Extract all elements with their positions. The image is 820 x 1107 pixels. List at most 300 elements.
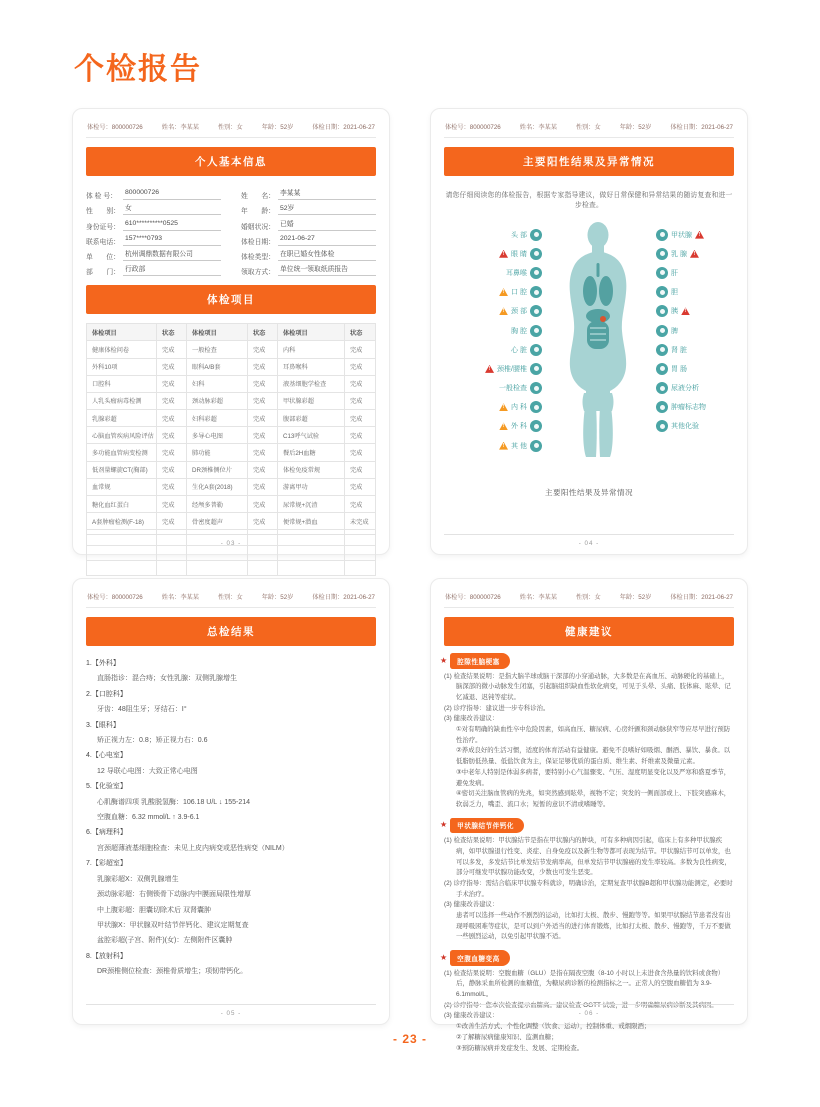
result-line: 盆腔彩超(子宫、附件)(女)：左侧附件区囊肿	[97, 937, 233, 945]
table-row	[87, 444, 375, 461]
item-cell: DR颈椎侧位片	[187, 462, 248, 478]
item-cell: 生化A套(2018)	[187, 479, 248, 495]
spleen-icon	[656, 325, 668, 337]
warning-icon: !	[695, 231, 704, 239]
header-field: 体检日期：2021-06-27	[312, 594, 375, 601]
info-row	[86, 200, 376, 215]
status-cell: 完成	[350, 432, 363, 440]
advice-tag: 甲状腺结节伴钙化	[450, 818, 524, 834]
body-part-label: 尿液分析	[671, 385, 699, 393]
info-value: 610**********0525	[123, 220, 221, 231]
info-label: 身份证号：	[86, 223, 120, 231]
info-label: 年 龄：	[241, 208, 275, 216]
status-cell	[157, 546, 187, 560]
body-part-item	[458, 417, 542, 436]
table-header-row	[87, 324, 375, 341]
advice-line: (2) 诊疗指导：您本次检查提示血糖高。建议检查 OGTT 试验，进一步明确糖尿病诊断及其病因。	[444, 1001, 718, 1009]
header-field: 性别：女	[217, 124, 243, 131]
result-line: 空腹血糖：6.32 mmol/L ↑ 3.9-6.1	[97, 814, 200, 822]
advice-tag-row	[440, 950, 734, 966]
status-cell: 完成	[157, 359, 187, 375]
column-header: 状态	[157, 324, 187, 340]
body-part-item	[656, 283, 748, 302]
status-cell: 完成	[157, 427, 187, 443]
body-part-label: 其 他	[511, 442, 527, 450]
info-label: 部 门：	[86, 269, 120, 277]
result-line: 8.【放射科】	[86, 952, 127, 960]
result-line: 心肌酶谱四项 乳酸脱氢酶：106.18 U/L ↓ 155-214	[97, 798, 251, 806]
warning-icon: !	[681, 307, 690, 315]
body-part-label: 肾 脏	[671, 346, 687, 354]
body-part-item	[458, 225, 542, 244]
body-part-label: 肝	[671, 269, 678, 277]
table-row	[87, 561, 375, 576]
item-cell: 体检免疫常规	[278, 462, 345, 478]
item-cell	[87, 546, 157, 560]
item-cell: 肺功能	[187, 444, 248, 460]
status-cell: 完成	[157, 410, 187, 426]
section-banner: 健康建议	[444, 617, 734, 646]
status-cell: 未完成	[350, 518, 369, 526]
header-field: 年龄：52岁	[619, 124, 652, 131]
body-part-label: 胰	[671, 308, 678, 316]
item-cell: 内科	[278, 341, 345, 357]
item-cell: 健康体检问卷	[87, 341, 157, 357]
body-part-label: 口 腔	[511, 289, 527, 297]
info-value: 女	[123, 202, 221, 215]
info-row	[86, 231, 376, 246]
advice-line: (2) 诊疗指导：需结合临床甲状腺专科就诊，明确诊治，定期复查甲状腺B超和甲状腺功能测定，必要时手术治疗。	[444, 879, 733, 898]
status-cell: 完成	[350, 398, 363, 406]
result-line: 12 导联心电图：大致正常心电图	[97, 767, 198, 775]
status-cell	[157, 561, 187, 575]
column-header: 体检项目	[187, 324, 248, 340]
result-line: 4.【心电室】	[86, 752, 127, 760]
info-row	[86, 246, 376, 261]
warning-icon: !	[499, 442, 508, 450]
body-part-list-left	[458, 225, 542, 455]
table-row	[87, 341, 375, 358]
info-label: 婚姻状况：	[241, 223, 275, 231]
table-row	[87, 376, 375, 393]
item-cell: 液基细胞学检查	[278, 376, 345, 392]
advice-block	[440, 818, 734, 944]
item-cell: 血常规	[87, 479, 157, 495]
body-part-item	[656, 379, 748, 398]
warning-icon: !	[499, 288, 508, 296]
header-field: 姓名：李某某	[161, 594, 199, 601]
info-value: 已婚	[278, 218, 376, 231]
info-cell	[86, 220, 221, 231]
report-page-basic-info	[72, 108, 390, 555]
status-cell: 完成	[350, 484, 363, 492]
table-row	[87, 462, 375, 479]
info-cell	[86, 235, 221, 246]
result-line: 2.【口腔科】	[86, 690, 127, 698]
body-part-label: 其他化验	[671, 423, 699, 431]
body-part-item	[458, 321, 542, 340]
status-cell	[248, 561, 278, 575]
info-label: 姓 名：	[241, 193, 275, 201]
body-diagram	[444, 211, 734, 477]
item-cell: 游离甲功	[278, 479, 345, 495]
info-value: 李某某	[278, 187, 376, 200]
info-label: 体 检 号：	[86, 193, 117, 201]
body-part-item	[458, 436, 542, 455]
info-row	[86, 215, 376, 230]
status-cell: 完成	[248, 513, 278, 529]
section-banner: 体检项目	[86, 285, 376, 314]
info-cell	[86, 189, 221, 200]
abnormal-organ-marker	[600, 316, 606, 322]
section-banner: 主要阳性结果及异常情况	[444, 147, 734, 176]
item-cell: 糖化血红蛋白	[87, 496, 157, 512]
header-field: 年龄：52岁	[619, 594, 652, 601]
column-header: 状态	[350, 329, 363, 337]
info-value: 行政部	[123, 263, 221, 276]
advice-line: ②了解糖尿病健康知识、监测血糖；	[456, 1033, 558, 1041]
body-part-item	[458, 398, 542, 417]
status-cell: 完成	[157, 496, 187, 512]
item-cell: 乳腺彩超	[87, 410, 157, 426]
header-field: 体检号：800000726	[87, 594, 143, 601]
table-row	[87, 359, 375, 376]
advice-section	[440, 653, 734, 1054]
item-cell: 便常规+潜血	[278, 513, 345, 529]
item-cell: 经颅多普勒	[187, 496, 248, 512]
status-cell: 完成	[350, 467, 363, 475]
info-cell	[241, 202, 376, 215]
result-line: 甲状腺X：甲状腺双叶结节伴钙化、建议定期复查	[97, 921, 249, 929]
liver-icon	[656, 267, 668, 279]
warning-icon: !	[499, 307, 508, 315]
body-part-item	[458, 283, 542, 302]
result-line: 5.【化验室】	[86, 783, 127, 791]
status-cell: 完成	[248, 427, 278, 443]
body-part-label: 心 脏	[511, 346, 527, 354]
body-part-item	[458, 263, 542, 282]
status-cell: 完成	[350, 501, 363, 509]
info-value: 2021-06-27	[278, 235, 376, 246]
advice-line: (3) 健康改善建议：	[444, 1012, 499, 1020]
info-value: 单位统一领取纸质报告	[278, 263, 376, 276]
item-cell: A套肿瘤检测(F-18)	[87, 513, 157, 529]
advice-lines	[444, 836, 734, 943]
report-page-positive-results	[430, 108, 748, 555]
header-field: 体检日期：2021-06-27	[670, 124, 733, 131]
info-label: 单 位：	[86, 253, 120, 261]
document-page-number: - 23 -	[392, 1032, 427, 1046]
info-value: 52岁	[278, 202, 376, 215]
info-cell	[241, 187, 376, 200]
body-part-item	[458, 340, 542, 359]
advice-block	[440, 653, 734, 811]
pancreas-icon	[656, 305, 668, 317]
item-cell	[87, 561, 157, 575]
info-label: 体检日期：	[241, 238, 275, 246]
item-cell: 多导心电图	[187, 427, 248, 443]
advice-line: (3) 健康改善建议：	[444, 715, 499, 723]
item-cell: 腹部彩超	[278, 410, 345, 426]
body-part-item	[458, 302, 542, 321]
advice-line: ③预防糖尿病并发症发生、发展、定期检查。	[456, 1044, 584, 1052]
info-cell	[241, 263, 376, 276]
body-part-label: 胃 肠	[671, 365, 687, 373]
status-cell: 完成	[248, 462, 278, 478]
info-label: 领取方式：	[241, 269, 275, 277]
info-value: 800000726	[123, 189, 221, 200]
other-lab-icon	[656, 420, 668, 432]
body-part-label: 肿瘤标志物	[671, 404, 706, 412]
status-cell: 完成	[248, 376, 278, 392]
advice-tag-row	[440, 653, 734, 669]
status-cell: 完成	[157, 341, 187, 357]
result-line: 乳腺彩超X：双侧乳腺增生	[97, 875, 179, 883]
header-field: 性别：女	[575, 594, 601, 601]
advice-tag: 空腹血糖变高	[450, 950, 510, 966]
table-row	[87, 479, 375, 496]
item-cell: 一般检查	[187, 341, 248, 357]
status-cell: 完成	[248, 341, 278, 357]
advice-tag-row	[440, 818, 734, 834]
body-part-item	[458, 359, 542, 378]
result-line: 牙齿：48阻生牙；牙结石：Ⅰ°	[97, 706, 187, 714]
report-page-health-advice	[430, 578, 748, 1052]
overall-results-list	[86, 656, 376, 980]
warning-icon: !	[499, 250, 508, 258]
status-cell: 完成	[248, 393, 278, 409]
advice-line: ①对有明确的缺血性卒中危险因素，如高血压、糖尿病、心房纤颤和颈动脉狭窄等应尽早进行预防性治疗。	[456, 726, 731, 744]
item-cell: 人乳头瘤病毒检测	[87, 393, 157, 409]
item-cell: 颈动脉彩超	[187, 393, 248, 409]
item-cell	[278, 561, 345, 575]
section-banner: 总检结果	[86, 617, 376, 646]
page-footer: - 06 -	[444, 1004, 734, 1017]
report-page-overall-results	[72, 578, 390, 1025]
column-header: 体检项目	[87, 324, 157, 340]
status-cell: 完成	[350, 450, 363, 458]
status-cell: 完成	[350, 381, 363, 389]
body-part-item	[656, 321, 748, 340]
status-cell: 完成	[157, 376, 187, 392]
item-cell: 餐后2H血糖	[278, 444, 345, 460]
status-cell	[345, 561, 375, 575]
item-cell: 甲状腺彩超	[278, 393, 345, 409]
body-part-label: 外 科	[511, 423, 527, 431]
header-field: 体检日期：2021-06-27	[670, 594, 733, 601]
advice-line: (1) 检查结果说明：空腹血糖（GLU）是指在隔夜空腹（8-10 小时以上未进食含热量的饮料或食物）后，静脉采血所检测的血糖值，为糖尿病诊断的检测指标之一。正常人的空腹血糖值为 3.9-6.1mmol/L。	[444, 969, 725, 999]
status-cell: 完成	[157, 444, 187, 460]
status-cell: 完成	[248, 359, 278, 375]
status-cell: 完成	[248, 410, 278, 426]
page-title: 个检报告	[74, 53, 202, 86]
header-field: 体检号：800000726	[445, 124, 501, 131]
page-footer: - 03 -	[86, 534, 376, 547]
body-part-label: 头 部	[511, 231, 527, 239]
advice-line: (1) 检查结果说明：甲状腺结节是指在甲状腺内的肿块，可有多种病因引起，临床上有多种甲状腺疾病，如甲状腺退行性变、炎症、自身免疫以及新生物等都可表现为结节。甲状腺结节可以单发，也可以多发，多发结节比单发结节发病率高，但单发结节甲状腺癌的发生率较高。多数为良性病变，部分可继发甲状腺功能改变，少数也可发生恶变。	[444, 837, 731, 877]
body-part-label: 颈椎/腰椎	[497, 365, 527, 373]
header-field: 姓名：李某某	[161, 124, 199, 131]
body-part-label: 胆	[671, 289, 678, 297]
header-strip	[86, 589, 376, 608]
body-part-item	[458, 244, 542, 263]
result-line: 中上腹彩超：胆囊切除术后 双肾囊肿	[97, 906, 211, 914]
info-cell	[241, 218, 376, 231]
status-cell: 完成	[350, 364, 363, 372]
stomach-intestine-icon	[656, 363, 668, 375]
info-label: 体检类型：	[241, 253, 275, 261]
header-field: 年龄：52岁	[261, 594, 294, 601]
status-cell: 完成	[350, 346, 363, 354]
body-part-item	[656, 244, 748, 263]
info-value: 157****0793	[123, 235, 221, 246]
body-part-item	[656, 302, 748, 321]
item-cell: 多功能血管病变检测	[87, 444, 157, 460]
item-cell: 尿常规+沉渣	[278, 496, 345, 512]
advice-line: ②养成良好的生活习惯，适度的体育活动有益健康。避免不良嗜好如吸烟、酗酒、暴饮、暴食。以低脂肪低热量、低盐饮食为主，保证足够优质的蛋白质、维生素、纤维素及微量元素。	[456, 747, 731, 766]
item-cell: 骨密度超声	[187, 513, 248, 529]
item-cell: C13呼气试验	[278, 427, 345, 443]
table-row	[87, 393, 375, 410]
advice-line: ①改善生活方式、个性化调整（饮食、运动），控制体重、戒烟限酒；	[456, 1023, 651, 1031]
status-cell: 完成	[248, 444, 278, 460]
result-line: 矫正视力左：0.8；矫正视力右：0.6	[97, 737, 208, 745]
item-cell: 低剂量螺旋CT(胸部)	[87, 462, 157, 478]
info-cell	[86, 263, 221, 276]
status-cell	[248, 546, 278, 560]
item-cell: 耳鼻喉科	[278, 359, 345, 375]
status-cell: 完成	[157, 393, 187, 409]
status-cell: 完成	[157, 462, 187, 478]
personal-info-section	[86, 185, 376, 276]
item-cell	[278, 546, 345, 560]
body-part-item	[656, 359, 748, 378]
breast-icon	[656, 248, 668, 260]
kidney-icon	[656, 344, 668, 356]
table-row	[87, 546, 375, 561]
status-cell: 完成	[248, 479, 278, 495]
result-line: 1.【外科】	[86, 660, 120, 667]
item-cell	[187, 561, 248, 575]
body-part-item	[656, 398, 748, 417]
header-field: 姓名：李某某	[519, 124, 557, 131]
item-cell: 妇科彩超	[187, 410, 248, 426]
info-value: 杭州调鼎数据有限公司	[123, 248, 221, 261]
header-field: 性别：女	[217, 594, 243, 601]
info-cell	[86, 248, 221, 261]
body-part-list-right	[656, 225, 748, 436]
body-part-label: 脾	[671, 327, 678, 335]
advice-line: (1) 检查结果说明：是指大脑半球或脑干深部的小穿通动脉，大多数是在高血压、动脉硬化的基础上，脑深部的微小动脉发生闭塞，引起脑组织缺血性软化病变，可见于头晕、头痛、肢体麻、眩晕、记忆减退、迟钝等症状。	[444, 672, 731, 701]
info-cell	[86, 202, 221, 215]
info-row	[86, 185, 376, 200]
star-icon: ★	[440, 655, 448, 665]
result-line: 7.【彩超室】	[86, 860, 127, 868]
page-footer: - 04 -	[444, 534, 734, 547]
header-field: 姓名：李某某	[519, 594, 557, 601]
info-label: 性 别：	[86, 208, 120, 216]
header-field: 体检号：800000726	[445, 594, 501, 601]
diagram-caption: 主要阳性结果及异常情况	[545, 488, 633, 497]
column-header: 状态	[248, 324, 278, 340]
body-part-item	[656, 225, 748, 244]
item-cell	[187, 546, 248, 560]
status-cell	[345, 546, 375, 560]
tumor-marker-icon	[656, 401, 668, 413]
warning-icon: !	[690, 250, 699, 258]
advice-line: (2) 诊疗指导：建议进一步专科诊治。	[444, 704, 550, 712]
info-value: 在职已婚女性体检	[278, 248, 376, 261]
warning-icon: !	[499, 422, 508, 430]
header-field: 体检日期：2021-06-27	[312, 124, 375, 131]
column-header: 体检项目	[278, 324, 345, 340]
info-row	[86, 261, 376, 276]
status-cell: 完成	[157, 479, 187, 495]
status-cell: 完成	[157, 513, 187, 529]
body-part-item	[656, 340, 748, 359]
result-line: 3.【眼科】	[86, 721, 120, 729]
body-part-label: 一般检查	[499, 385, 527, 393]
status-cell: 完成	[350, 415, 363, 423]
status-cell: 完成	[248, 496, 278, 512]
result-line: DR颈椎侧位检查：颈椎骨质增生；项韧带钙化。	[97, 968, 248, 976]
warning-icon: !	[499, 403, 508, 411]
info-cell	[241, 235, 376, 246]
thyroid-icon	[656, 229, 668, 241]
header-strip	[444, 589, 734, 608]
result-line: 6.【病理科】	[86, 829, 127, 837]
header-field: 体检号：800000726	[87, 124, 143, 131]
table-row	[87, 410, 375, 427]
item-cell: 眼科A/B套	[187, 359, 248, 375]
body-part-label: 内 科	[511, 404, 527, 412]
body-part-label: 耳鼻喉	[506, 269, 527, 277]
advice-line: (3) 健康改善建议：	[444, 901, 499, 909]
item-cell: 外科10项	[87, 359, 157, 375]
body-part-label: 甲状腺	[671, 231, 692, 239]
intro-text: 请您仔细阅读您的体检报告，根据专家指导建议，做好日常保健和异常结果的随访复查和进一步检查。	[445, 192, 733, 209]
urine-analysis-icon	[656, 382, 668, 394]
gallbladder-icon	[656, 286, 668, 298]
header-strip	[86, 119, 376, 138]
body-part-label: 乳 腺	[671, 250, 687, 258]
body-part-label: 颈 部	[511, 308, 527, 316]
body-part-label: 眼 睛	[511, 250, 527, 258]
advice-lines	[444, 672, 734, 811]
advice-line: ④密切关注脑血管病的先兆，如突然感到眩晕，视物不定；突发的一侧面部或上、下肢突感麻木，软弱乏力，嘴歪、流口水；短暂的意识不清或嗜睡等。	[456, 790, 731, 808]
body-part-item	[458, 379, 542, 398]
warning-icon: !	[485, 365, 494, 373]
table-row	[87, 496, 375, 513]
advice-line: 患者可以选择一些动作不剧烈的运动，比如打太极、散步、慢跑等等。如果甲状腺结节患者没有出现呼吸困难等症状，是可以到户外适当的进行体育锻炼，比如打太极、散步、慢跑等，千万不要做一些剧烈运动，以免引起甲状腺不适。	[456, 912, 731, 941]
header-field: 性别：女	[575, 124, 601, 131]
info-label: 联系电话：	[86, 238, 120, 246]
star-icon: ★	[440, 952, 448, 962]
info-cell	[241, 248, 376, 261]
table-row	[87, 513, 375, 530]
header-strip	[444, 119, 734, 138]
page-footer: - 05 -	[86, 1004, 376, 1017]
section-banner: 个人基本信息	[86, 147, 376, 176]
item-cell: 口腔科	[87, 376, 157, 392]
result-line: 直肠指诊：混合痔；女性乳腺：双侧乳腺增生	[97, 675, 237, 683]
female-body-silhouette	[540, 221, 656, 461]
body-part-item	[656, 417, 748, 436]
header-field: 年龄：52岁	[261, 124, 294, 131]
item-cell: 妇科	[187, 376, 248, 392]
result-line: 颈动脉彩超：右侧锁骨下动脉内中膜面局限性增厚	[97, 891, 251, 899]
star-icon: ★	[440, 820, 448, 830]
